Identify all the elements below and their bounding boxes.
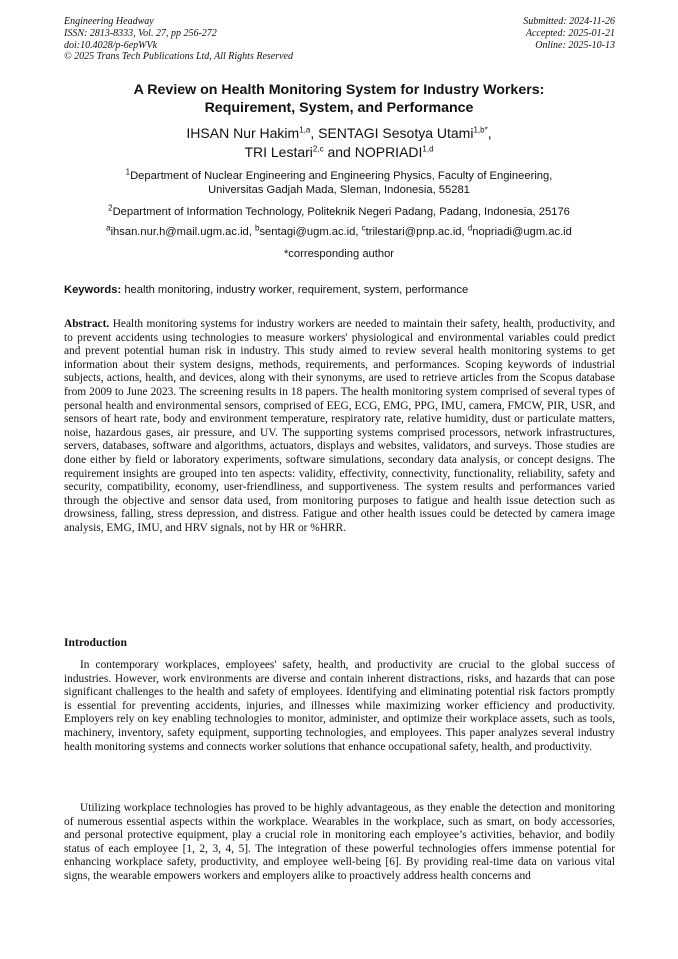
journal-name: Engineering Headway	[64, 16, 154, 27]
author-line-2	[64, 143, 614, 162]
abstract-label: Abstract.	[64, 318, 110, 330]
author-name: SENTAGI Sesotya Utami	[318, 125, 474, 141]
author-list	[64, 124, 614, 162]
title-line-2: Requirement, System, and Performance	[204, 100, 474, 116]
author-affiliation-mark: 1,a	[299, 125, 311, 135]
affiliation-text: Universitas Gadjah Mada, Sleman, Indonesia, 55281	[208, 184, 470, 196]
issn-volume: ISSN: 2813-8333, Vol. 27, pp 256-272	[64, 27, 217, 39]
abstract	[64, 318, 615, 536]
author-affiliation-mark: 1,b*	[473, 125, 488, 135]
title-line-1: A Review on Health Monitoring System for Industry Workers:	[133, 82, 545, 98]
author-affiliation-mark: 1,d	[422, 144, 434, 154]
accepted-date: Accepted: 2025-01-21	[525, 27, 615, 39]
section-heading-introduction: Introduction	[64, 636, 127, 649]
email-link[interactable]: nopriadi@ugm.ac.id	[472, 226, 572, 238]
paper-title	[64, 81, 614, 117]
author-emails: $^a$ihsan.nur.h@mail.ugm.ac.id, $^b$sentagi@ugm.ac.id, $^c$trilestari@pnp.ac.id, $^d$nopriadi@ugm.ac.id	[106, 223, 572, 238]
copyright: © 2025 Trans Tech Publications Ltd, All Rights Reserved	[64, 51, 293, 63]
affiliation-1	[64, 169, 614, 197]
corresponding-author-note: *corresponding author	[283, 248, 395, 260]
introduction-paragraph-1: In contemporary workplaces, employees' safety, health, and productivity are crucial to the global success of industries. However, work environments are diverse and contain inherent distractions, risks, and hazards that can pose significant challenges to the health and safety of employees. Identifying and eliminating potential risk factors promptly is essential for preventing accidents, injuries, and illnesses while maximizing worker efficiency and productivity. Employers rely on key enabling technologies to monitor, administer, and optimize their workplace assets, such as tools, machinery, inventory, safety equipment, supporting technologies, and employees. This paper analyzes several industry health monitoring systems and connects worker solutions that enhance occupational safety, health, and productivity.	[64, 659, 615, 753]
journal-header-right	[523, 16, 615, 51]
affiliation-text: Department of Information Technology, Politeknik Negeri Padang, Padang, Indonesia, 25176	[112, 206, 570, 218]
introduction-paragraph-2: Utilizing workplace technologies has proved to be highly advantageous, as they enable the detection and monitoring of numerous essential aspects within the workplace. Wearables in the workplace, such as smart, on body accessories, and personal protective equipment, play a crucial role in monitoring each employee’s activities, behavior, and bodily status of each employee [1, 2, 3, 4, 5]. The integration of these powerful technologies offers immense potential for enhancing workplace safety, productivity, and employee well-being [6]. By providing real-time data on various vital signs, the wearable empowers workers and employers alike to proactively address health concerns and	[64, 802, 615, 882]
keywords	[64, 283, 614, 297]
author-name: IHSAN Nur Hakim	[186, 125, 300, 141]
doi: doi:10.4028/p-6epWVk	[64, 39, 158, 51]
email-link[interactable]: sentagi@ugm.ac.id,	[259, 226, 359, 238]
email-link[interactable]: ihsan.nur.h@mail.ugm.ac.id,	[110, 226, 252, 238]
journal-header-left	[64, 16, 293, 63]
keywords-text: health monitoring, industry worker, requirement, system, performance	[124, 284, 469, 296]
email-link[interactable]: trilestari@pnp.ac.id,	[365, 226, 465, 238]
author-name: TRI Lestari	[244, 144, 313, 160]
affiliation-text: Department of Nuclear Engineering and Engineering Physics, Faculty of Engineering,	[130, 170, 553, 182]
keywords-label: Keywords:	[64, 284, 122, 296]
affiliation-mark: 2	[108, 203, 113, 213]
author-affiliation-mark: 2,c	[312, 144, 324, 154]
author-conjunction: and	[327, 144, 351, 160]
submitted-date: Submitted: 2024-11-26	[523, 16, 615, 27]
affiliation-mark: 1	[125, 167, 131, 177]
author-name: NOPRIADI	[354, 144, 423, 160]
author-line-1: IHSAN Nur Hakim$^{1,a}$, SENTAGI Sesotya Utami$^{1,b*}$,	[186, 125, 492, 141]
online-date: Online: 2025-10-13	[535, 39, 615, 51]
affiliation-2	[64, 205, 614, 219]
abstract-text: Health monitoring systems for industry workers are needed to maintain their safety, health, productivity, and to prevent accidents using technologies to measure workers' physiological and environmental variables could predict and prevent potential human risk in industry. This study aimed to review several health monitoring systems to get information about their system designs, methods, requirements, and performances. Scoping keywords of industrial subjects, actions, health, and devices, along with their synonyms, are used to retrieve articles from the Scopus database from 2009 to June 2023. The screening results in 18 papers. The health monitoring system comprised of several types of personal health and environmental sensors, comprised of EEG, ECG, EMG, PPG, IMU, camera, FMCW, PIR, USR, and sensors of heart rate, body and environment temperature, respiratory rate, relative humidity, dust or particulate matters, noise, hazardous gases, air pressure, and UV. The supporting systems comprised processors, network infrastructures, servers, databases, software and algorithms, actuators, displays and websites, validators, and surveys. Those studies are done either by field or laboratory experiments, software simulations, secondary data analysis, or concept designs. The requirement insights are grouped into ten aspects: validity, effectivity, connectivity, functionality, reliability, safety and security, compatibility, economy, user-friendliness, and supportiveness. The system results and performances varied through the objective and sensor data used, from monitoring purposes to fatigue and health issue detection such as drowsiness, falling, stress depression, and distress. Fatigue and other health issues could be detected by camera image analysis, EMG, IMU, and HRV signals, not by HR or %HRR.	[64, 318, 615, 534]
